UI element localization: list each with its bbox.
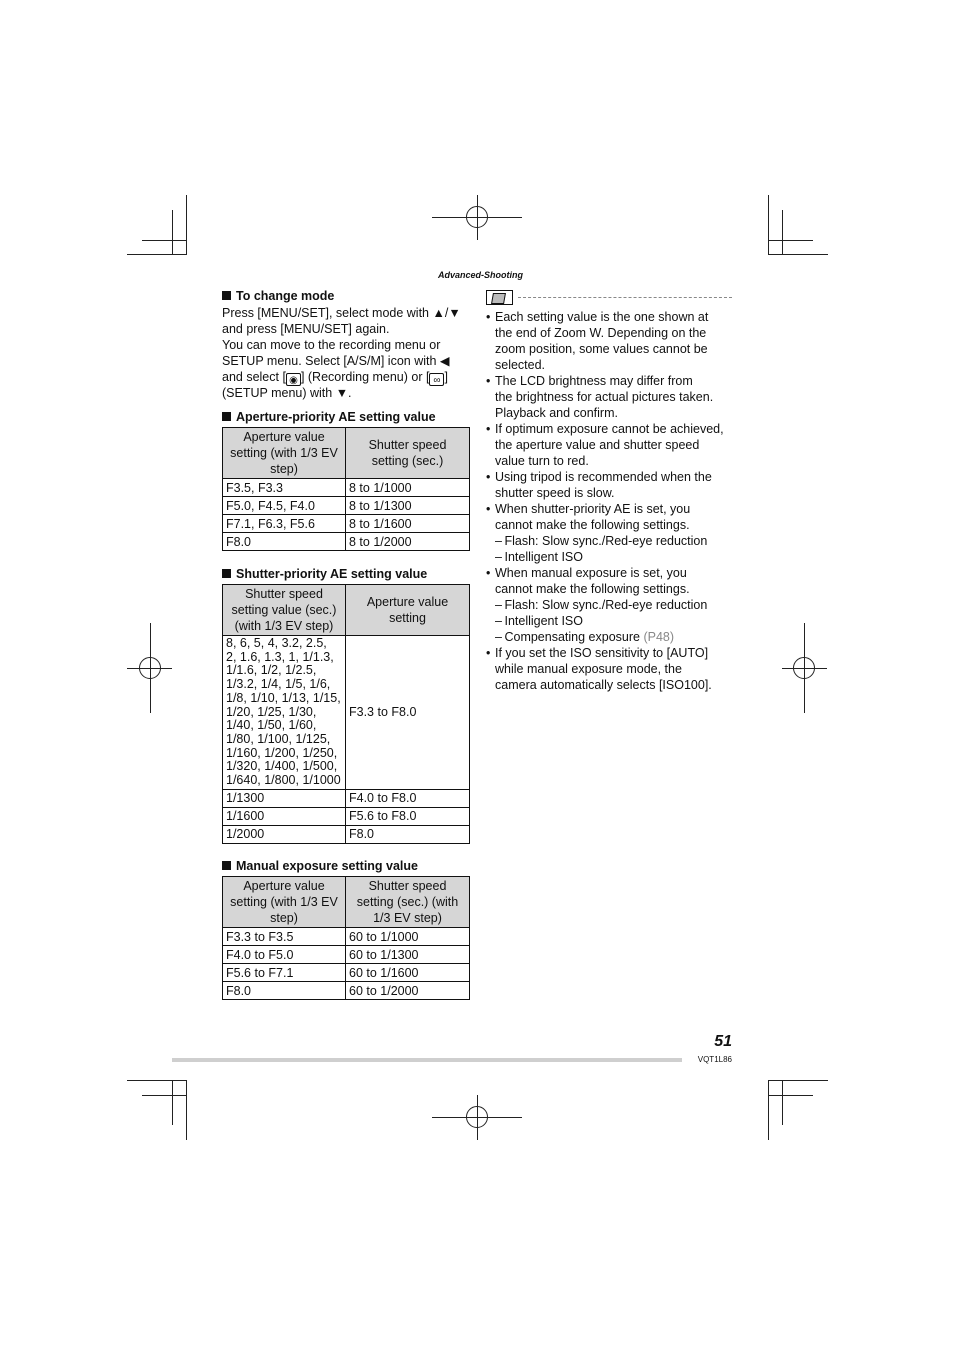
aperture-priority-table [222, 427, 470, 551]
document-code: VQT1L86 [697, 1055, 732, 1064]
page-reference-link[interactable]: (P48) [643, 630, 675, 644]
note-icon [486, 290, 513, 305]
square-bullet-icon [222, 861, 231, 870]
change-mode-instructions: Press [MENU/SET], select mode with ▲/▼ and press [MENU/SET] again. You can move to the recording menu or SETUP menu. Select [A/S/M] icon with ◀ and select [ ◉ ] (Recording menu) or [ ∞ ] (SETUP menu) with ▼. [222, 306, 461, 400]
manual-exposure-heading: Manual exposure setting value [222, 859, 418, 873]
table-row: F3.5, F3.3 8 to 1/1000 [223, 479, 470, 497]
list-item: • If you set the ISO sensitivity to [AUTO] while manual exposure mode, the camera automatically selects [ISO100]. [486, 646, 712, 692]
table-header: Aperture value setting (with 1/3 EV step) [223, 428, 346, 479]
table-header: Shutter speed setting value (sec.) (with 1/3 EV step) [223, 585, 346, 636]
square-bullet-icon [222, 291, 231, 300]
table-row: 1/2000 F8.0 [223, 825, 470, 843]
change-mode-heading: To change mode [222, 289, 334, 303]
aperture-priority-heading: Aperture-priority AE setting value [222, 410, 436, 424]
list-item: • If optimum exposure cannot be achieved, the aperture value and shutter speed value turn to red. [486, 422, 724, 468]
list-item: • The LCD brightness may differ from the brightness for actual pictures taken. Playback and confirm. [486, 374, 714, 420]
table-row: F8.0 60 to 1/2000 [223, 982, 470, 1000]
page-number: 51 [714, 1033, 732, 1050]
wrench-icon: ∞ [429, 373, 444, 386]
manual-exposure-table [222, 876, 470, 1000]
table-row: F8.0 8 to 1/2000 [223, 533, 470, 551]
notes-list [486, 309, 736, 693]
table-row: F4.0 to F5.0 60 to 1/1300 [223, 946, 470, 964]
table-row: F5.0, F4.5, F4.0 8 to 1/1300 [223, 497, 470, 515]
shutter-priority-heading: Shutter-priority AE setting value [222, 567, 427, 581]
square-bullet-icon [222, 412, 231, 421]
list-item: • When shutter-priority AE is set, you cannot make the following settings. – Flash: Slow sync./Red-eye reduction – Intelligent ISO [486, 502, 708, 564]
table-header: Aperture value setting [346, 585, 470, 636]
table-row: F3.3 to F3.5 60 to 1/1000 [223, 928, 470, 946]
square-bullet-icon [222, 569, 231, 578]
table-header: Shutter speed setting (sec.) (with 1/3 EV step) [346, 877, 470, 928]
table-row: 8, 6, 5, 4, 3.2, 2.5, 2, 1.6, 1.3, 1, 1/1.3, 1/1.6, 1/2, 1/2.5, 1/3.2, 1/4, 1/5, 1/6, 1/8, 1/10, 1/13, 1/15, 1/20, 1/25, 1/30, 1/40, 1/50, 1/60, 1/80, 1/100, 1/125, 1/160, 1/200, 1/250, 1/320, 1/400, 1/500, 1/640, 1/800, 1/1000 F3.3 to F8.0 [223, 636, 470, 790]
table-row: 1/1300 F4.0 to F8.0 [223, 789, 470, 807]
table-header: Aperture value setting (with 1/3 EV step) [223, 877, 346, 928]
list-item: • Using tripod is recommended when the shutter speed is slow. [486, 470, 712, 500]
list-item: • Each setting value is the one shown at the end of Zoom W. Depending on the zoom position, some values cannot be selected. [486, 310, 709, 372]
shutter-priority-table [222, 584, 470, 844]
section-header: Advanced-Shooting [438, 270, 523, 280]
list-item: • When manual exposure is set, you cannot make the following settings. – Flash: Slow sync./Red-eye reduction – Intelligent ISO – Compensating exposure (P48) [486, 566, 708, 644]
table-row: F5.6 to F7.1 60 to 1/1600 [223, 964, 470, 982]
footer-rule [172, 1058, 682, 1062]
table-row: F7.1, F6.3, F5.6 8 to 1/1600 [223, 515, 470, 533]
table-header: Shutter speed setting (sec.) [346, 428, 470, 479]
note-divider [518, 297, 732, 298]
table-row: 1/1600 F5.6 to F8.0 [223, 807, 470, 825]
camera-icon: ◉ [286, 373, 301, 386]
